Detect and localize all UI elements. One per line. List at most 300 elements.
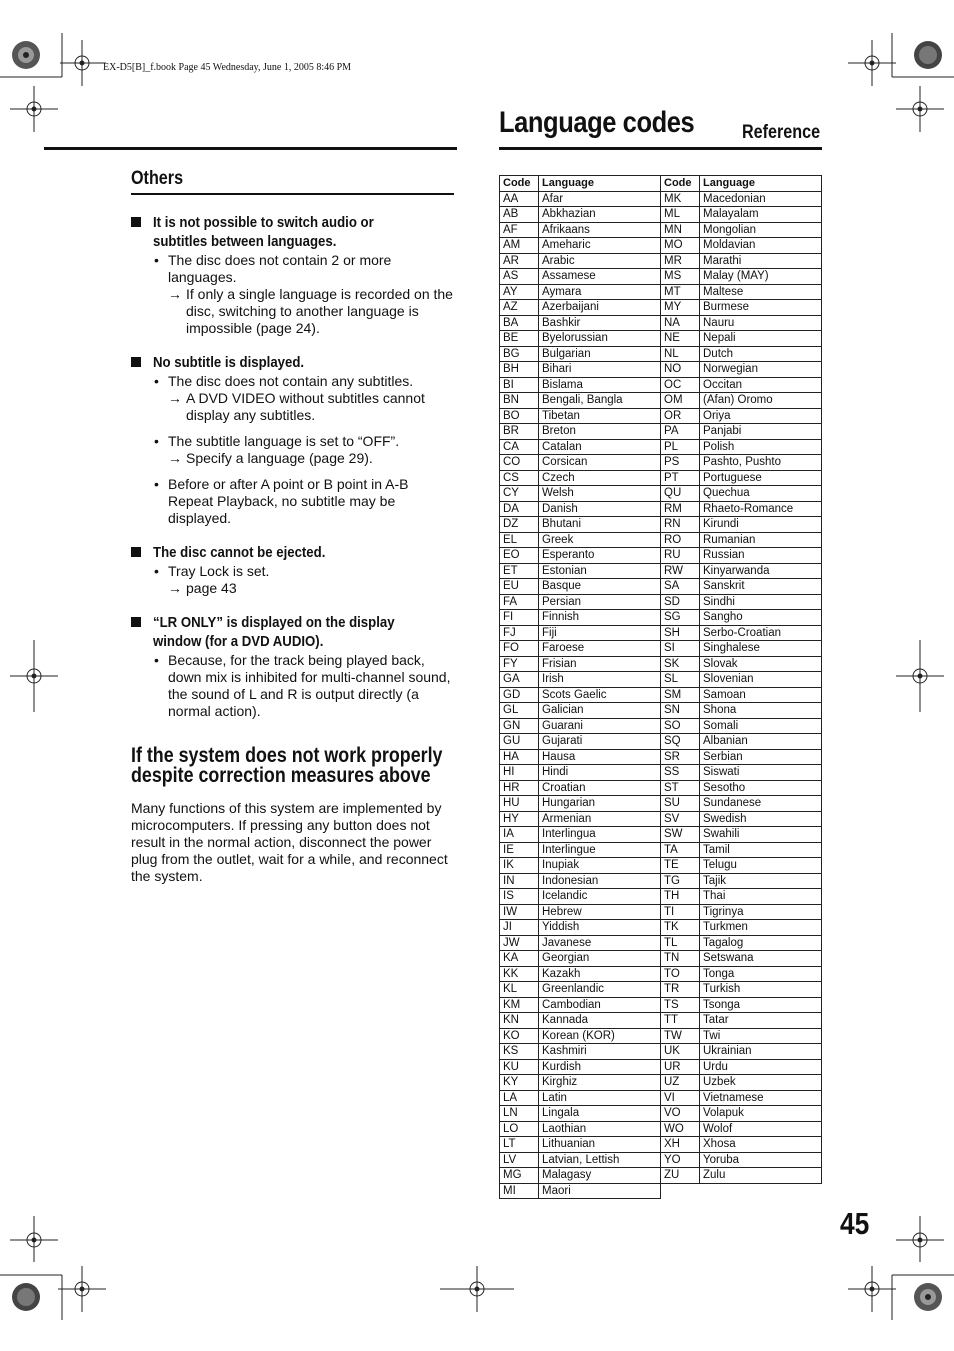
header-code: Code — [661, 176, 700, 192]
language-code-cell: AF — [500, 222, 539, 238]
table-row — [500, 641, 822, 657]
language-code-cell: SG — [661, 610, 700, 626]
troubleshooting-column — [131, 205, 456, 885]
language-code-cell: TO — [661, 966, 700, 982]
bullet-text: The subtitle language is set to “OFF”. — [168, 433, 400, 449]
table-row — [500, 331, 822, 347]
language-code-cell: AZ — [500, 300, 539, 316]
language-code-cell: TW — [661, 1028, 700, 1044]
language-code-cell: AA — [500, 191, 539, 207]
language-name-cell: (Afan) Oromo — [700, 393, 822, 409]
language-name-cell: Serbian — [700, 749, 822, 765]
language-name-cell: Kazakh — [539, 966, 661, 982]
language-code-cell: YO — [661, 1152, 700, 1168]
language-code-cell: MN — [661, 222, 700, 238]
language-code-cell: UR — [661, 1059, 700, 1075]
table-row — [500, 1028, 822, 1044]
language-name-cell: Xhosa — [700, 1137, 822, 1153]
language-code-cell: CO — [500, 455, 539, 471]
language-name-cell: Scots Gaelic — [539, 687, 661, 703]
language-code-cell: SO — [661, 718, 700, 734]
language-name-cell: Armenian — [539, 811, 661, 827]
language-name-cell: Kashmiri — [539, 1044, 661, 1060]
language-name-cell: Azerbaijani — [539, 300, 661, 316]
language-code-cell: TG — [661, 873, 700, 889]
language-name-cell: Sundanese — [700, 796, 822, 812]
table-row — [500, 842, 822, 858]
language-code-cell: TS — [661, 997, 700, 1013]
table-row — [500, 1013, 822, 1029]
language-code-cell: FY — [500, 656, 539, 672]
others-rule — [131, 193, 454, 195]
table-row — [500, 1044, 822, 1060]
language-code-cell: LV — [500, 1152, 539, 1168]
language-code-cell: KL — [500, 982, 539, 998]
table-row — [500, 749, 822, 765]
table-row — [500, 207, 822, 223]
language-name-cell: Norwegian — [700, 362, 822, 378]
language-code-cell: QU — [661, 486, 700, 502]
language-code-table — [499, 175, 822, 1199]
language-name-cell: Nepali — [700, 331, 822, 347]
language-code-cell: TN — [661, 951, 700, 967]
language-name-cell: Indonesian — [539, 873, 661, 889]
language-code-cell: SN — [661, 703, 700, 719]
language-code-cell: WO — [661, 1121, 700, 1137]
language-code-cell: NE — [661, 331, 700, 347]
arrow-right-icon: → — [168, 450, 182, 466]
language-code-cell: SS — [661, 765, 700, 781]
table-row — [500, 1059, 822, 1075]
language-code-cell: SW — [661, 827, 700, 843]
language-code-cell: TK — [661, 920, 700, 936]
bullet-dot-icon: • — [154, 652, 159, 668]
table-row — [500, 811, 822, 827]
language-code-cell: NA — [661, 315, 700, 331]
language-name-cell: Maori — [539, 1183, 661, 1199]
language-name-cell: Icelandic — [539, 889, 661, 905]
language-code-cell: EL — [500, 532, 539, 548]
language-name-cell: Inupiak — [539, 858, 661, 874]
language-name-cell: Pashto, Pushto — [700, 455, 822, 471]
language-name-cell: Gujarati — [539, 734, 661, 750]
language-name-cell: Tonga — [700, 966, 822, 982]
language-name-cell: Fiji — [539, 625, 661, 641]
language-code-cell: LN — [500, 1106, 539, 1122]
language-code-cell: LT — [500, 1137, 539, 1153]
language-code-cell: VO — [661, 1106, 700, 1122]
language-name-cell: Wolof — [700, 1121, 822, 1137]
language-name-cell: Frisian — [539, 656, 661, 672]
language-name-cell: Singhalese — [700, 641, 822, 657]
language-code-cell: CY — [500, 486, 539, 502]
language-name-cell: Hindi — [539, 765, 661, 781]
language-code-cell: BR — [500, 424, 539, 440]
language-code-cell: MO — [661, 238, 700, 254]
language-name-cell: Greenlandic — [539, 982, 661, 998]
language-code-cell: IE — [500, 842, 539, 858]
language-name-cell: Persian — [539, 594, 661, 610]
answer-bullet — [154, 433, 456, 450]
bullet-text: The disc does not contain any subtitles. — [168, 373, 414, 389]
language-name-cell: Kurdish — [539, 1059, 661, 1075]
arrow-note-text: Specify a language (page 29). — [186, 450, 373, 466]
language-name-cell: Faroese — [539, 641, 661, 657]
language-code-cell: CA — [500, 439, 539, 455]
language-code-cell: NL — [661, 346, 700, 362]
table-row — [500, 424, 822, 440]
language-name-cell: Interlingua — [539, 827, 661, 843]
language-code-cell: AR — [500, 253, 539, 269]
language-name-cell: Galician — [539, 703, 661, 719]
language-name-cell: Interlingue — [539, 842, 661, 858]
answer-bullet — [154, 652, 456, 720]
language-code-cell: KA — [500, 951, 539, 967]
language-code-cell: HR — [500, 780, 539, 796]
language-code-cell: SM — [661, 687, 700, 703]
arrow-note-text: page 43 — [186, 580, 237, 596]
arrow-note — [168, 390, 456, 424]
arrow-right-icon: → — [168, 286, 182, 302]
language-name-cell: Panjabi — [700, 424, 822, 440]
header-code: Code — [500, 176, 539, 192]
language-code-cell: TR — [661, 982, 700, 998]
language-name-cell: Laothian — [539, 1121, 661, 1137]
table-row — [500, 920, 822, 936]
language-name-cell: Urdu — [700, 1059, 822, 1075]
language-name-cell: Nauru — [700, 315, 822, 331]
system-paragraph: Many functions of this system are implemented by microcomputers. If pressing any button does not result in the normal action, disconnect the power plug from the outlet, wait for a while, and reconnect the system. — [131, 800, 448, 884]
language-name-cell: Finnish — [539, 610, 661, 626]
spacer — [131, 337, 456, 345]
table-row — [500, 408, 822, 424]
bullet-text: Tray Lock is set. — [168, 563, 270, 579]
language-code-cell: BE — [500, 331, 539, 347]
table-row — [500, 238, 822, 254]
table-row — [500, 672, 822, 688]
language-code-cell: TL — [661, 935, 700, 951]
square-bullet-icon — [131, 547, 141, 557]
language-code-cell: TE — [661, 858, 700, 874]
table-row — [500, 703, 822, 719]
language-code-cell: RW — [661, 563, 700, 579]
spacer — [131, 424, 456, 432]
language-code-cell: ST — [661, 780, 700, 796]
language-name-cell: Assamese — [539, 269, 661, 285]
empty-cell — [661, 1183, 822, 1199]
bullet-dot-icon: • — [154, 563, 159, 579]
language-name-cell: Greek — [539, 532, 661, 548]
table-row — [500, 470, 822, 486]
language-name-cell: Occitan — [700, 377, 822, 393]
language-code-cell: MR — [661, 253, 700, 269]
language-name-cell: Afar — [539, 191, 661, 207]
arrow-note — [168, 580, 456, 597]
table-row — [500, 486, 822, 502]
bullet-text: Because, for the track being played back, down mix is inhibited for multi-channel sound, the sound of L and R is output directly (a normal action). — [168, 652, 451, 719]
table-row — [500, 563, 822, 579]
language-code-cell: SU — [661, 796, 700, 812]
language-code-cell: KY — [500, 1075, 539, 1091]
language-name-cell: Rhaeto-Romance — [700, 501, 822, 517]
bullet-dot-icon: • — [154, 252, 159, 268]
language-name-cell: Georgian — [539, 951, 661, 967]
language-code-cell: KO — [500, 1028, 539, 1044]
language-name-cell: Maltese — [700, 284, 822, 300]
table-row — [500, 889, 822, 905]
arrow-note-text: If only a single language is recorded on the disc, switching to another language is impossible (page 24). — [186, 286, 453, 336]
language-name-cell: Russian — [700, 548, 822, 564]
language-name-cell: Lithuanian — [539, 1137, 661, 1153]
language-code-cell: SH — [661, 625, 700, 641]
language-name-cell: Samoan — [700, 687, 822, 703]
language-code-cell: IA — [500, 827, 539, 843]
arrow-right-icon: → — [168, 580, 182, 596]
table-row — [500, 222, 822, 238]
table-row — [500, 780, 822, 796]
language-code-cell: BG — [500, 346, 539, 362]
language-name-cell: Rumanian — [700, 532, 822, 548]
language-code-cell: TA — [661, 842, 700, 858]
language-code-cell: AB — [500, 207, 539, 223]
language-name-cell: Turkish — [700, 982, 822, 998]
others-heading: Others — [131, 168, 184, 189]
language-code-cell: GN — [500, 718, 539, 734]
language-name-cell: Guarani — [539, 718, 661, 734]
language-code-cell: BO — [500, 408, 539, 424]
table-row — [500, 734, 822, 750]
bullet-dot-icon: • — [154, 476, 159, 492]
language-name-cell: Lingala — [539, 1106, 661, 1122]
language-name-cell: Tajik — [700, 873, 822, 889]
language-name-cell: Tigrinya — [700, 904, 822, 920]
language-name-cell: Somali — [700, 718, 822, 734]
language-code-cell: MY — [661, 300, 700, 316]
table-row — [500, 253, 822, 269]
language-code-cell: SI — [661, 641, 700, 657]
language-code-cell: TI — [661, 904, 700, 920]
section-tag: Reference — [742, 122, 821, 143]
language-name-cell: Sindhi — [700, 594, 822, 610]
question-item — [131, 543, 456, 562]
language-name-cell: Oriya — [700, 408, 822, 424]
language-name-cell: Sanskrit — [700, 579, 822, 595]
language-name-cell: Latin — [539, 1090, 661, 1106]
table-row — [500, 315, 822, 331]
bullet-text: The disc does not contain 2 or more languages. — [168, 252, 392, 285]
language-name-cell: Tsonga — [700, 997, 822, 1013]
language-name-cell: Setswana — [700, 951, 822, 967]
language-code-cell: HU — [500, 796, 539, 812]
language-code-cell: MS — [661, 269, 700, 285]
language-name-cell: Yoruba — [700, 1152, 822, 1168]
language-code-cell: OR — [661, 408, 700, 424]
table-row — [500, 904, 822, 920]
table-row — [500, 284, 822, 300]
table-row — [500, 579, 822, 595]
language-code-cell: HI — [500, 765, 539, 781]
language-name-cell: Tatar — [700, 1013, 822, 1029]
language-code-cell: VI — [661, 1090, 700, 1106]
book-header-line: EX-D5[B]_f.book Page 45 Wednesday, June 1, 2005 8:46 PM — [103, 62, 352, 73]
language-code-cell: GD — [500, 687, 539, 703]
table-row — [500, 858, 822, 874]
table-row — [500, 1152, 822, 1168]
language-name-cell: Basque — [539, 579, 661, 595]
language-name-cell: Arabic — [539, 253, 661, 269]
table-row — [500, 873, 822, 889]
table-row — [500, 191, 822, 207]
page-title: Language codes — [499, 106, 695, 139]
table-row — [500, 982, 822, 998]
language-name-cell: Slovak — [700, 656, 822, 672]
language-name-cell: Thai — [700, 889, 822, 905]
language-name-cell: Corsican — [539, 455, 661, 471]
arrow-note-text: A DVD VIDEO without subtitles cannot display any subtitles. — [186, 390, 425, 423]
language-code-cell: SR — [661, 749, 700, 765]
language-code-cell: TH — [661, 889, 700, 905]
language-code-cell: SA — [661, 579, 700, 595]
language-name-cell: Kirghiz — [539, 1075, 661, 1091]
language-name-cell: Bislama — [539, 377, 661, 393]
language-name-cell: Malagasy — [539, 1168, 661, 1184]
language-code-cell: GA — [500, 672, 539, 688]
question-item — [131, 613, 456, 651]
table-row — [500, 517, 822, 533]
language-code-cell: FA — [500, 594, 539, 610]
language-code-cell: OC — [661, 377, 700, 393]
table-row — [500, 393, 822, 409]
language-name-cell: Tibetan — [539, 408, 661, 424]
title-rule-left — [44, 147, 457, 150]
square-bullet-icon — [131, 357, 141, 367]
language-name-cell: Portuguese — [700, 470, 822, 486]
language-name-cell: Vietnamese — [700, 1090, 822, 1106]
question-text: “LR ONLY” is displayed on the display window (for a DVD AUDIO). — [153, 614, 395, 650]
language-code-cell: MT — [661, 284, 700, 300]
language-code-cell: LO — [500, 1121, 539, 1137]
language-name-cell: Welsh — [539, 486, 661, 502]
language-name-cell: Zulu — [700, 1168, 822, 1184]
language-code-cell: FI — [500, 610, 539, 626]
language-name-cell: Albanian — [700, 734, 822, 750]
language-code-cell: PT — [661, 470, 700, 486]
language-name-cell: Croatian — [539, 780, 661, 796]
language-name-cell: Moldavian — [700, 238, 822, 254]
language-code-cell: AS — [500, 269, 539, 285]
language-name-cell: Bulgarian — [539, 346, 661, 362]
table-row — [500, 455, 822, 471]
language-code-cell: PA — [661, 424, 700, 440]
table-row — [500, 827, 822, 843]
language-name-cell: Polish — [700, 439, 822, 455]
language-name-cell: Hausa — [539, 749, 661, 765]
language-name-cell: Kinyarwanda — [700, 563, 822, 579]
table-row — [500, 1137, 822, 1153]
spacer — [131, 527, 456, 535]
language-code-cell: AM — [500, 238, 539, 254]
table-row — [500, 1090, 822, 1106]
language-code-cell: DA — [500, 501, 539, 517]
language-code-cell: UK — [661, 1044, 700, 1060]
spacer — [131, 467, 456, 475]
question-item — [131, 353, 456, 372]
language-code-cell: HA — [500, 749, 539, 765]
language-name-cell: Korean (KOR) — [539, 1028, 661, 1044]
language-code-cell: BN — [500, 393, 539, 409]
language-code-cell: DZ — [500, 517, 539, 533]
table-row — [500, 501, 822, 517]
language-code-cell: EU — [500, 579, 539, 595]
table-row — [500, 269, 822, 285]
language-code-cell: IW — [500, 904, 539, 920]
language-code-cell: XH — [661, 1137, 700, 1153]
table-row — [500, 439, 822, 455]
language-code-cell: GL — [500, 703, 539, 719]
language-name-cell: Esperanto — [539, 548, 661, 564]
language-code-cell: NO — [661, 362, 700, 378]
table-row — [500, 1183, 822, 1199]
answer-bullet — [154, 252, 456, 286]
table-row — [500, 346, 822, 362]
language-name-cell: Macedonian — [700, 191, 822, 207]
language-code-cell: ML — [661, 207, 700, 223]
language-code-cell: KS — [500, 1044, 539, 1060]
language-code-cell: JW — [500, 935, 539, 951]
language-code-cell: JI — [500, 920, 539, 936]
language-code-cell: LA — [500, 1090, 539, 1106]
language-code-cell: IS — [500, 889, 539, 905]
language-code-cell: ET — [500, 563, 539, 579]
square-bullet-icon — [131, 217, 141, 227]
table-row — [500, 594, 822, 610]
table-row — [500, 1075, 822, 1091]
language-name-cell: Bengali, Bangla — [539, 393, 661, 409]
language-name-cell: Tamil — [700, 842, 822, 858]
table-row — [500, 300, 822, 316]
language-name-cell: Sangho — [700, 610, 822, 626]
language-name-cell: Swahili — [700, 827, 822, 843]
language-code-cell: KM — [500, 997, 539, 1013]
answer-bullet — [154, 563, 456, 580]
language-code-cell: SQ — [661, 734, 700, 750]
table-row — [500, 718, 822, 734]
language-code-cell: MI — [500, 1183, 539, 1199]
bullet-dot-icon: • — [154, 433, 159, 449]
language-name-cell: Byelorussian — [539, 331, 661, 347]
language-code-cell: PS — [661, 455, 700, 471]
language-name-cell: Estonian — [539, 563, 661, 579]
question-item — [131, 213, 456, 251]
language-code-cell: FO — [500, 641, 539, 657]
language-name-cell: Bashkir — [539, 315, 661, 331]
bullet-text: Before or after A point or B point in A-B Repeat Playback, no subtitle may be displayed. — [168, 476, 409, 526]
language-name-cell: Catalan — [539, 439, 661, 455]
table-row — [500, 966, 822, 982]
language-name-cell: Swedish — [700, 811, 822, 827]
language-code-cell: BA — [500, 315, 539, 331]
language-name-cell: Dutch — [700, 346, 822, 362]
language-name-cell: Marathi — [700, 253, 822, 269]
language-name-cell: Malayalam — [700, 207, 822, 223]
language-code-cell: KK — [500, 966, 539, 982]
language-name-cell: Siswati — [700, 765, 822, 781]
language-code-cell: PL — [661, 439, 700, 455]
language-name-cell: Bhutani — [539, 517, 661, 533]
table-row — [500, 1121, 822, 1137]
language-code-cell: RU — [661, 548, 700, 564]
language-name-cell: Hungarian — [539, 796, 661, 812]
